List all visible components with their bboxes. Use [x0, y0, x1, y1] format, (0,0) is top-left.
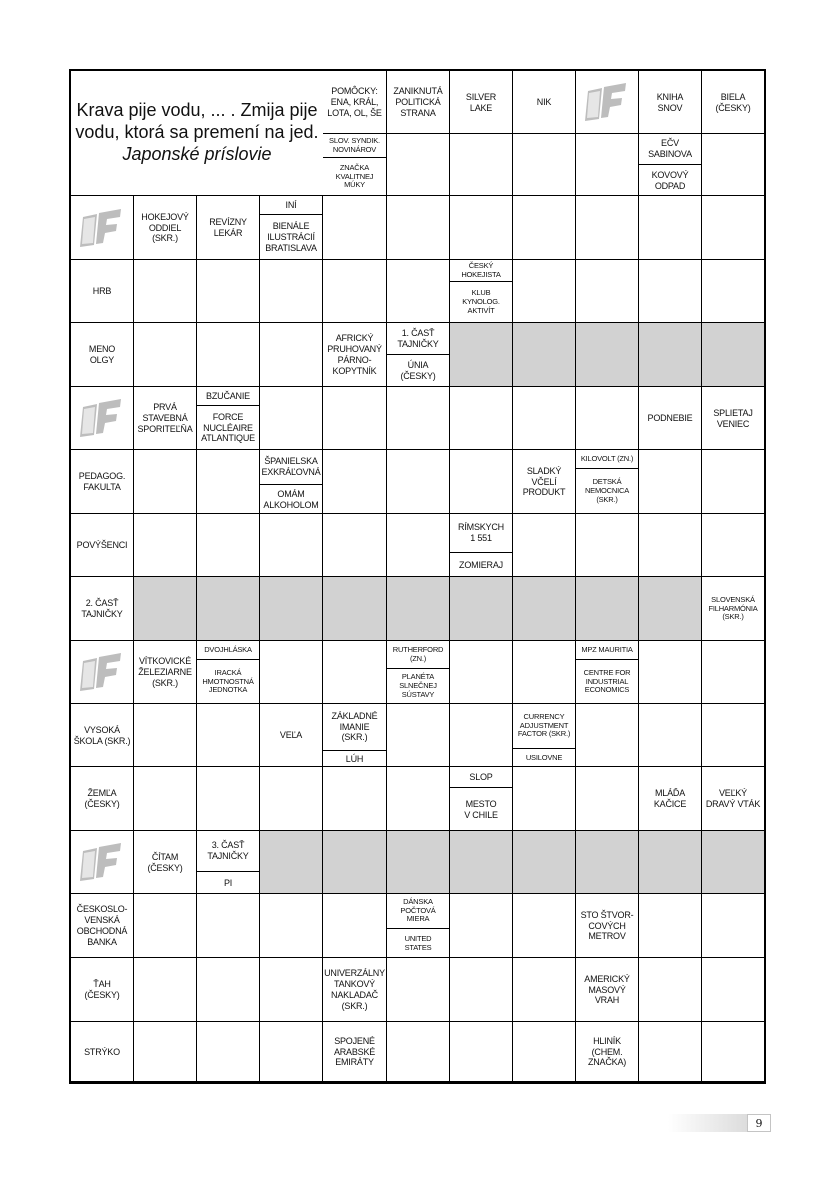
- clue-r8c8-top: MPZ MAURITIA: [576, 641, 638, 660]
- answer-cell[interactable]: [513, 387, 576, 450]
- clue-cell: [387, 894, 450, 958]
- clue-r14c4: SPOJENÉ ARABSKÉ EMIRÁTY: [333, 1035, 376, 1068]
- answer-cell[interactable]: [576, 387, 639, 450]
- shaded-cell: [702, 831, 765, 894]
- clue-r1c1: HOKEJOVÝ ODDIEL (SKR.): [141, 211, 189, 244]
- lf-logo-icon: [71, 387, 133, 449]
- answer-cell[interactable]: [702, 450, 765, 514]
- answer-cell[interactable]: [639, 196, 702, 260]
- answer-cell[interactable]: [702, 641, 765, 704]
- answer-cell[interactable]: [260, 323, 323, 387]
- header-clue: BIELA (ČESKY): [715, 91, 751, 113]
- answer-cell[interactable]: [197, 894, 260, 958]
- clue-r12c8: STO ŠTVOR- COVÝCH METROV: [580, 909, 634, 942]
- clue-r9c7-bottom: USILOVNE: [525, 752, 563, 762]
- clue-r8c1: VÍTKOVICKÉ ŽELEZIARNE (SKR.): [138, 656, 192, 688]
- answer-cell[interactable]: [387, 704, 450, 767]
- clue-r14c8: HLINÍK (CHEM. ZNAČKA): [587, 1035, 627, 1068]
- clue-cell: [323, 704, 387, 767]
- clue-r4c2-top: BZUČANIE: [197, 387, 259, 406]
- answer-cell[interactable]: [134, 1022, 197, 1082]
- clue-cell: [639, 387, 702, 450]
- clue-cell: [387, 323, 450, 387]
- clue-cell: [702, 387, 765, 450]
- clue-r8c5-bottom: PLANÉTA SLNEČNEJ SÚSTAVY: [399, 672, 437, 699]
- header-clue: SILVER LAKE: [465, 91, 497, 113]
- clue-r13c4: UNIVERZÁLNY TANKOVÝ NAKLADAČ (SKR.): [324, 968, 385, 1011]
- answer-cell[interactable]: [513, 196, 576, 260]
- clue-cell: [323, 323, 387, 387]
- answer-cell[interactable]: [134, 450, 197, 514]
- answer-cell[interactable]: [197, 514, 260, 577]
- shaded-cell: [260, 831, 323, 894]
- answer-cell[interactable]: [323, 514, 387, 577]
- clue-cell: [71, 958, 134, 1022]
- shaded-cell: [387, 577, 450, 641]
- answer-cell[interactable]: [260, 1022, 323, 1082]
- answer-cell[interactable]: [260, 641, 323, 704]
- answer-cell[interactable]: [323, 767, 387, 831]
- answer-cell[interactable]: [387, 958, 450, 1022]
- answer-cell[interactable]: [260, 260, 323, 323]
- clue-r14c0: STRÝKO: [84, 1046, 120, 1057]
- shaded-cell: [323, 577, 387, 641]
- shaded-cell: [513, 323, 576, 387]
- clue-cell: [702, 577, 765, 641]
- answer-cell[interactable]: [702, 260, 765, 323]
- clue-r9c7-top: CURRENCY ADJUSTMENT FACTOR (SKR.): [513, 704, 575, 749]
- clue-cell: [134, 196, 197, 260]
- header-clue-slov-syndik: SLOV. SYNDIK. NOVINÁROV: [323, 134, 386, 158]
- clue-r1c3-bottom: BIENÁLE ILUSTRÁCIÍ BRATISLAVA: [265, 221, 317, 253]
- clue-r9c4-bottom: LÚH: [345, 753, 364, 764]
- answer-cell[interactable]: [639, 260, 702, 323]
- answer-cell[interactable]: [450, 196, 513, 260]
- answer-cell[interactable]: [513, 260, 576, 323]
- answer-cell[interactable]: [197, 323, 260, 387]
- clue-r0c9-bottom: KOVOVÝ ODPAD: [651, 169, 689, 191]
- answer-cell[interactable]: [576, 704, 639, 767]
- answer-cell[interactable]: [576, 260, 639, 323]
- shaded-cell: [323, 831, 387, 894]
- answer-cell[interactable]: [323, 641, 387, 704]
- clue-cell: [576, 641, 639, 704]
- answer-cell[interactable]: [639, 514, 702, 577]
- answer-cell[interactable]: [197, 767, 260, 831]
- clue-r5c3-bottom: OMÁM ALKOHOLOM: [263, 488, 319, 510]
- clue-r10c6-top: SLOP: [450, 767, 512, 788]
- clue-cell: [323, 1022, 387, 1082]
- clue-r1c2: REVÍZNY LEKÁR: [209, 217, 247, 238]
- lf-logo-icon: [71, 641, 133, 703]
- answer-cell[interactable]: [639, 641, 702, 704]
- answer-cell[interactable]: [260, 387, 323, 450]
- clue-cell: [513, 450, 576, 514]
- answer-cell[interactable]: [702, 134, 765, 196]
- clue-cell: [134, 831, 197, 894]
- crossword-grid: [69, 69, 766, 1084]
- answer-cell[interactable]: [639, 894, 702, 958]
- clue-r10c10: VEĽKÝ DRAVÝ VTÁK: [705, 788, 761, 809]
- answer-cell[interactable]: [387, 260, 450, 323]
- page-number-band: [668, 1114, 748, 1132]
- clue-r11c2-top: 3. ČASŤ TAJNIČKY: [197, 831, 259, 872]
- clue-cell: [71, 323, 134, 387]
- shaded-cell: [134, 577, 197, 641]
- shaded-cell: [576, 577, 639, 641]
- clue-cell: [71, 450, 134, 514]
- proverb-line-1: Krava pije vodu, ... . Zmija pije: [76, 100, 318, 121]
- proverb-line-2: vodu, ktorá sa premení na jed.: [75, 122, 319, 143]
- clue-cell: [71, 767, 134, 831]
- clue-cell: [387, 641, 450, 704]
- clue-r9c3: VEĽA: [279, 730, 303, 741]
- shaded-cell: [197, 577, 260, 641]
- clue-r5c3-top: ŠPANIELSKA EXKRÁĽOVNÁ: [260, 450, 322, 485]
- clue-r7c0: 2. ČASŤ TAJNIČKY: [81, 598, 123, 619]
- clue-cell: [260, 196, 323, 260]
- header-clue: NIK: [536, 97, 552, 108]
- header-clue-cell[interactable]: [513, 71, 576, 134]
- answer-cell[interactable]: [134, 323, 197, 387]
- answer-cell[interactable]: [702, 1022, 765, 1082]
- proverb-source: Japonské príslovie: [122, 143, 272, 164]
- clue-cell: [71, 260, 134, 323]
- answer-cell[interactable]: [260, 514, 323, 577]
- answer-cell[interactable]: [450, 1022, 513, 1082]
- answer-cell[interactable]: [639, 958, 702, 1022]
- shaded-cell: [513, 831, 576, 894]
- header-clue-cell[interactable]: [387, 71, 450, 134]
- clue-r2c6-bottom: KLUB KYNOLOG. AKTIVÍT: [462, 288, 500, 315]
- answer-cell[interactable]: [323, 260, 387, 323]
- answer-cell[interactable]: [513, 1022, 576, 1082]
- clue-r5c8-bottom: DETSKÁ NEMOCNICA (SKR.): [584, 477, 630, 504]
- clue-cell: [197, 196, 260, 260]
- answer-cell[interactable]: [387, 134, 450, 196]
- clue-r4c2-bottom: FORCE NUCLÉAIRE ATLANTIQUE: [201, 411, 255, 444]
- clue-r0c9-top: EČV SABINOVA: [639, 134, 701, 165]
- answer-cell[interactable]: [387, 196, 450, 260]
- clue-cell: [71, 704, 134, 767]
- clue-cell: [134, 387, 197, 450]
- clue-r3c5-top: 1. ČASŤ TAJNIČKY: [387, 323, 449, 355]
- logo-cell: [71, 641, 134, 704]
- answer-cell[interactable]: [260, 958, 323, 1022]
- clue-r5c7: SLADKÝ VČELÍ PRODUKT: [522, 465, 566, 498]
- answer-cell[interactable]: [197, 1022, 260, 1082]
- header-clue-cell[interactable]: [323, 71, 387, 134]
- clue-cell: [576, 894, 639, 958]
- clue-r4c1: PRVÁ STAVEBNÁ SPORITEĽŇA: [137, 402, 193, 434]
- clue-cell: [260, 704, 323, 767]
- shaded-cell: [702, 323, 765, 387]
- header-clue: ZANIKNUTÁ POLITICKÁ STRANA: [393, 86, 443, 118]
- clue-r5c0: PEDAGOG. FAKULTA: [78, 471, 126, 492]
- clue-r9c0: VYSOKÁ ŠKOLA (SKR.): [73, 724, 131, 746]
- shaded-cell: [450, 577, 513, 641]
- shaded-cell: [576, 831, 639, 894]
- clue-cell: [197, 831, 260, 894]
- clue-cell[interactable]: [639, 134, 702, 196]
- answer-cell[interactable]: [387, 450, 450, 514]
- answer-cell[interactable]: [513, 958, 576, 1022]
- proverb: [71, 71, 324, 196]
- answer-cell[interactable]: [260, 894, 323, 958]
- clue-r6c6-bottom: ZOMIERAJ: [459, 559, 503, 570]
- answer-cell[interactable]: [134, 260, 197, 323]
- answer-cell[interactable]: [387, 514, 450, 577]
- clue-r3c4: AFRICKÝ PRUHOVANÝ PÁRNO- KOPYTNÍK: [327, 333, 382, 376]
- shaded-cell: [639, 577, 702, 641]
- clue-r12c5-bottom: UNITED STATES: [404, 933, 432, 952]
- answer-cell[interactable]: [576, 134, 639, 196]
- shaded-cell: [576, 323, 639, 387]
- lf-logo-icon: [71, 196, 133, 259]
- shaded-cell: [387, 831, 450, 894]
- answer-cell[interactable]: [134, 767, 197, 831]
- clue-cell: [197, 641, 260, 704]
- clue-cell: [71, 894, 134, 958]
- shaded-cell: [260, 577, 323, 641]
- answer-cell[interactable]: [702, 514, 765, 577]
- clue-cell: [71, 577, 134, 641]
- clue-r8c2-bottom: IRACKÁ HMOTNOSTNÁ JEDNOTKA: [202, 667, 254, 695]
- answer-cell[interactable]: [450, 641, 513, 704]
- clue-cell: [323, 958, 387, 1022]
- header-clue-cell[interactable]: [639, 71, 702, 134]
- clue-r8c5-top: RUTHERFORD (ZN.): [387, 641, 449, 669]
- answer-cell[interactable]: [260, 767, 323, 831]
- answer-cell[interactable]: [450, 387, 513, 450]
- clue-r11c2-bottom: PI: [223, 877, 233, 888]
- answer-cell[interactable]: [702, 958, 765, 1022]
- clue-r5c8-top: KILOVOLT (ZN.): [576, 450, 638, 469]
- answer-cell[interactable]: [323, 387, 387, 450]
- answer-cell[interactable]: [387, 387, 450, 450]
- clue-r9c4-top: ZÁKLADNÉ IMANIE (SKR.): [323, 704, 386, 751]
- answer-cell[interactable]: [387, 1022, 450, 1082]
- clue-cell: [576, 1022, 639, 1082]
- answer-cell[interactable]: [639, 1022, 702, 1082]
- clue-cell: [197, 387, 260, 450]
- answer-cell[interactable]: [323, 196, 387, 260]
- clue-cell: [639, 767, 702, 831]
- clue-r11c1: ČÍTAM (ČESKY): [147, 851, 183, 873]
- answer-cell[interactable]: [197, 704, 260, 767]
- answer-cell[interactable]: [576, 767, 639, 831]
- clue-r4c9: PODNEBIE: [647, 413, 693, 424]
- answer-cell[interactable]: [513, 641, 576, 704]
- clue-cell: [134, 641, 197, 704]
- lf-logo-icon: [576, 71, 638, 133]
- answer-cell[interactable]: [576, 196, 639, 260]
- answer-cell[interactable]: [450, 704, 513, 767]
- clue-r13c0: ŤAH (ČESKY): [84, 979, 120, 1000]
- shaded-cell: [639, 831, 702, 894]
- clue-cell: [450, 514, 513, 577]
- answer-cell[interactable]: [323, 894, 387, 958]
- clue-r12c5-top: DÁNSKA POČTOVÁ MIERA: [387, 894, 449, 929]
- clue-r6c6-top: RÍMSKYCH 1 551: [450, 514, 512, 553]
- logo-cell: [71, 196, 134, 260]
- clue-cell: [71, 1022, 134, 1082]
- logo-cell: [71, 831, 134, 894]
- clue-cell: [576, 958, 639, 1022]
- answer-cell[interactable]: [702, 894, 765, 958]
- answer-cell[interactable]: [513, 134, 576, 196]
- clue-r7c10: SLOVENSKÁ FILHARMÓNIA (SKR.): [708, 594, 758, 622]
- clue-r2c6-top: ČESKÝ HOKEJISTA: [450, 260, 512, 282]
- answer-cell[interactable]: [639, 704, 702, 767]
- lf-logo-icon: [71, 831, 133, 893]
- answer-cell[interactable]: [513, 894, 576, 958]
- answer-cell[interactable]: [702, 196, 765, 260]
- answer-cell[interactable]: [134, 894, 197, 958]
- clue-r10c6-bottom: MESTO V CHILE: [464, 798, 498, 820]
- clue-cell: [702, 767, 765, 831]
- clue-r8c8-bottom: CENTRE FOR INDUSTRIAL ECONOMICS: [583, 667, 631, 695]
- clue-cell: [450, 260, 513, 323]
- answer-cell[interactable]: [134, 514, 197, 577]
- header-clue: KNIHA SNOV: [656, 91, 684, 113]
- clue-r3c5-bottom: ÚNIA (ČESKY): [400, 360, 436, 381]
- shaded-cell: [639, 323, 702, 387]
- answer-cell[interactable]: [576, 514, 639, 577]
- clue-cell[interactable]: [323, 134, 387, 196]
- header-clue: POMÔCKY: ENA, KRÁL, LOTA, OL, ŠE: [327, 86, 382, 118]
- logo-cell: [71, 387, 134, 450]
- clue-r12c0: ČESKOSLO- VENSKÁ OBCHODNÁ BANKA: [76, 904, 128, 947]
- clue-cell: [71, 514, 134, 577]
- answer-cell[interactable]: [639, 450, 702, 514]
- clue-r2c0: HRB: [92, 286, 112, 297]
- shaded-cell: [450, 323, 513, 387]
- answer-cell[interactable]: [134, 704, 197, 767]
- answer-cell[interactable]: [702, 704, 765, 767]
- clue-cell: [513, 704, 576, 767]
- clue-r1c3-top: INÍ: [260, 196, 322, 215]
- clue-r4c10: SPLIETAJ VENIEC: [713, 407, 753, 429]
- answer-cell[interactable]: [387, 767, 450, 831]
- answer-cell[interactable]: [197, 450, 260, 514]
- shaded-cell: [513, 577, 576, 641]
- answer-cell[interactable]: [450, 894, 513, 958]
- logo-cell[interactable]: [576, 71, 639, 134]
- answer-cell[interactable]: [197, 958, 260, 1022]
- clue-cell: [450, 767, 513, 831]
- answer-cell[interactable]: [450, 450, 513, 514]
- answer-cell[interactable]: [323, 450, 387, 514]
- shaded-cell: [450, 831, 513, 894]
- header-clue-cell[interactable]: [702, 71, 765, 134]
- header-clue-cell[interactable]: [450, 71, 513, 134]
- page-number: 9: [747, 1114, 771, 1132]
- clue-r10c9: MLÁĎA KAČICE: [653, 788, 687, 809]
- clue-r3c0: MENO OLGY: [88, 344, 116, 365]
- clue-r13c8: AMERICKÝ MASOVÝ VRAH: [584, 973, 630, 1006]
- header-clue-znacka: ZNAČKA KVALITNEJ MÚKY: [335, 162, 374, 190]
- clue-cell: [260, 450, 323, 514]
- clue-r8c2-top: DVOJHLÁSKA: [197, 641, 259, 660]
- answer-cell[interactable]: [134, 958, 197, 1022]
- clue-r6c0: POVÝŠENCI: [76, 540, 128, 551]
- answer-cell[interactable]: [197, 260, 260, 323]
- answer-cell[interactable]: [450, 958, 513, 1022]
- clue-r10c0: ŽEMĽA (ČESKY): [84, 788, 120, 809]
- answer-cell[interactable]: [513, 767, 576, 831]
- answer-cell[interactable]: [513, 514, 576, 577]
- clue-cell: [576, 450, 639, 514]
- answer-cell[interactable]: [450, 134, 513, 196]
